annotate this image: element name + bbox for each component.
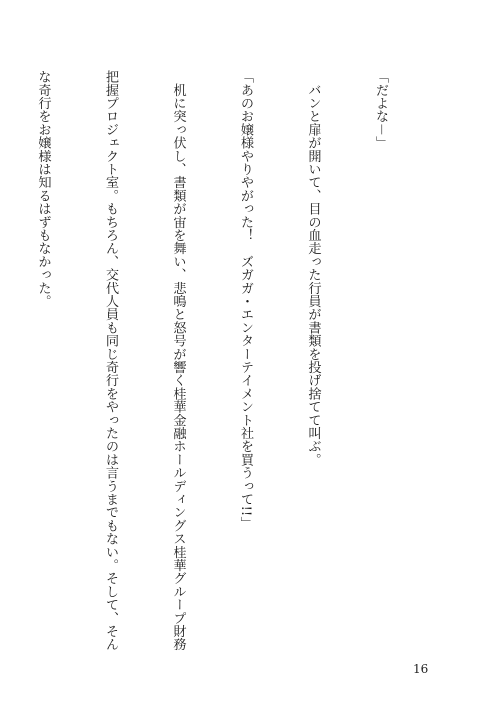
vertical-text-block [35, 70, 436, 651]
text-line: 「だよな－」 [373, 70, 388, 150]
text-line: 把握プロジェクト室。もちろん、交代人員も同じ奇行をやったのは言うまでもない。そして、そん [103, 70, 118, 651]
text-line: な奇行をお嬢様は知るはずもなかった。 [35, 70, 51, 308]
text-line: バンと扉が開いて、目の血走った行員が書類を投げ捨てて叫ぶ。 [305, 70, 321, 466]
text-line: 机に突っ伏し、書類が宙を舞い、悲鳴と怒号が響く桂華金融ホールディングス桂華グループ財務 [170, 70, 186, 651]
page-number: 16 [413, 662, 429, 676]
text-line: 「あのお嬢様やりやがった！ ズガガ・エンターテイメント社を買うって!!」 [238, 70, 253, 530]
